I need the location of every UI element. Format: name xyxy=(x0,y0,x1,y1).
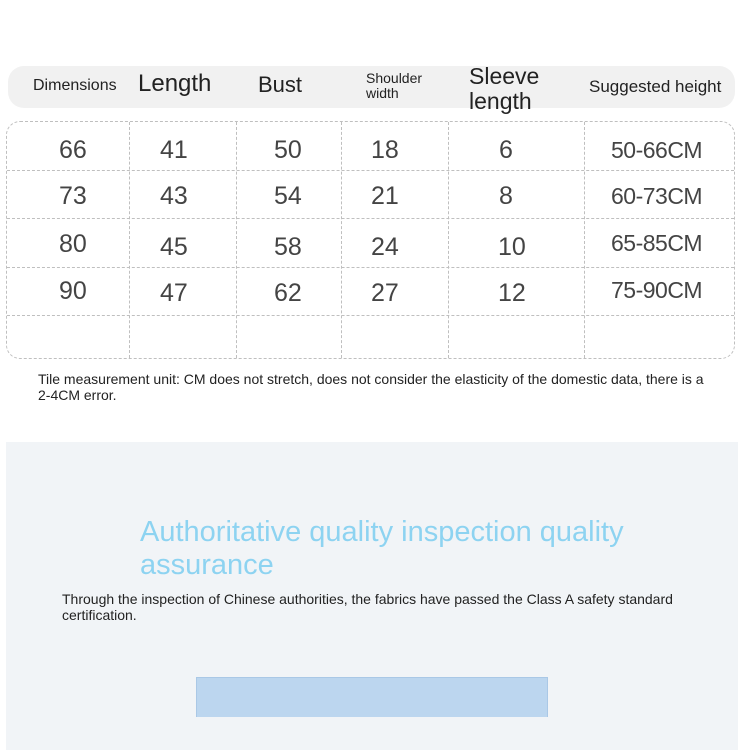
cell-dimensions: 66 xyxy=(59,136,87,164)
cell-sleeve: 12 xyxy=(498,279,526,307)
header-suggested-height: Suggested height xyxy=(589,77,722,96)
cell-suggested-height: 75-90CM xyxy=(611,277,703,303)
cell-length: 47 xyxy=(160,279,188,307)
header-bust: Bust xyxy=(258,72,303,97)
cell-shoulder: 24 xyxy=(371,233,399,261)
cell-shoulder: 27 xyxy=(371,279,399,307)
header-dimensions: Dimensions xyxy=(33,77,117,94)
cell-length: 41 xyxy=(160,136,188,164)
cell-suggested-height: 50-66CM xyxy=(611,137,703,163)
quality-title: Authoritative quality inspection quality assurance xyxy=(140,516,624,581)
cell-dimensions: 90 xyxy=(59,277,87,305)
row-divider xyxy=(7,315,734,316)
cell-bust: 62 xyxy=(274,279,302,307)
cell-sleeve: 8 xyxy=(499,182,513,210)
row-divider xyxy=(7,267,734,268)
cell-shoulder: 21 xyxy=(371,182,399,210)
cell-length: 45 xyxy=(160,233,188,261)
cell-suggested-height: 60-73CM xyxy=(611,183,703,209)
cell-dimensions: 73 xyxy=(59,182,87,210)
size-table xyxy=(6,121,735,359)
cell-shoulder: 18 xyxy=(371,136,399,164)
column-divider xyxy=(448,122,449,358)
measurement-note: Tile measurement unit: CM does not stretch, does not consider the elasticity of the domestic data, there is a 2-4CM error. xyxy=(38,371,704,403)
certificate-card xyxy=(196,677,548,717)
cell-sleeve: 10 xyxy=(498,233,526,261)
cell-bust: 54 xyxy=(274,182,302,210)
column-divider xyxy=(236,122,237,358)
header-sleeve-length: Sleeve length xyxy=(469,63,540,114)
cell-bust: 58 xyxy=(274,233,302,261)
cell-dimensions: 80 xyxy=(59,230,87,258)
column-divider xyxy=(341,122,342,358)
cell-sleeve: 6 xyxy=(499,136,513,164)
quality-description: Through the inspection of Chinese authorities, the fabrics have passed the Class A safety standard certification. xyxy=(62,591,673,623)
cell-suggested-height: 65-85CM xyxy=(611,230,703,256)
cell-bust: 50 xyxy=(274,136,302,164)
row-divider xyxy=(7,170,734,171)
cell-length: 43 xyxy=(160,182,188,210)
header-length: Length xyxy=(138,70,212,97)
row-divider xyxy=(7,218,734,219)
header-shoulder-width: Shoulder width xyxy=(366,70,423,101)
column-divider xyxy=(129,122,130,358)
column-divider xyxy=(584,122,585,358)
